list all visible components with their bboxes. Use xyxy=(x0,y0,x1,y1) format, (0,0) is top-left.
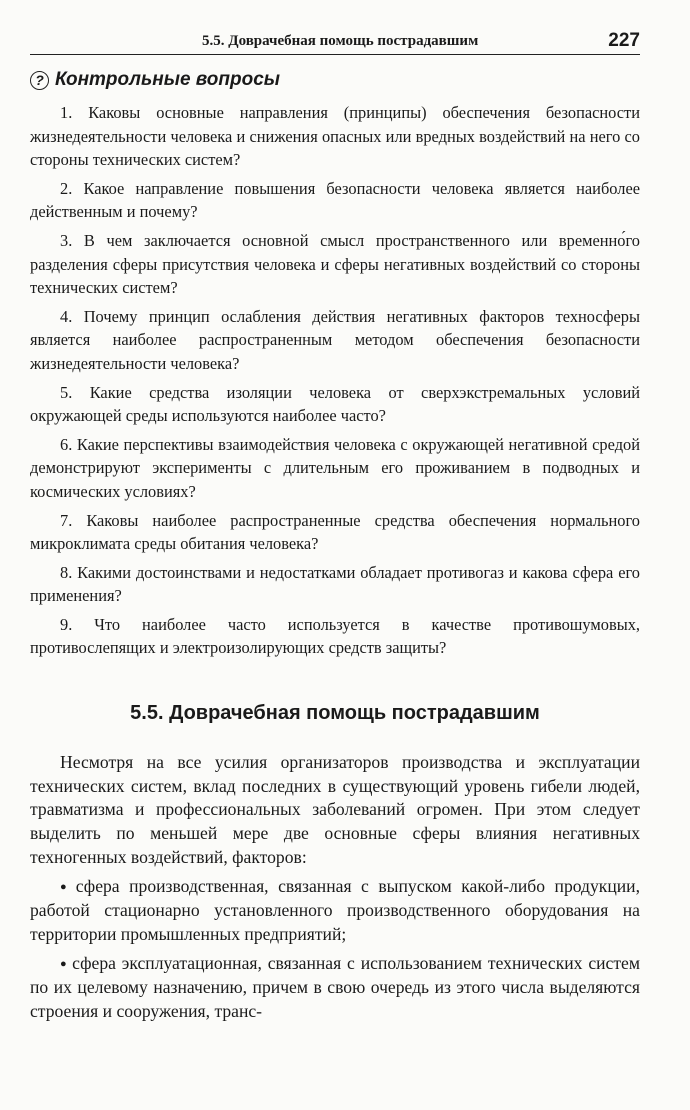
bullet-icon: ● xyxy=(60,880,72,893)
bullet-icon: ● xyxy=(60,957,69,970)
page-number: 227 xyxy=(608,30,640,51)
bullet-item xyxy=(30,875,640,947)
book-page xyxy=(30,30,640,1029)
questions-heading xyxy=(30,69,640,91)
bullet-item xyxy=(30,952,640,1024)
section-body xyxy=(30,751,640,1024)
question-item: 8. Какими достоинствами и недостатками обладает противогаз и какова сфера его применения? xyxy=(30,562,640,606)
bullet-text: сфера производственная, связанная с выпуском какой-либо продукции, работой стационарно установленного производственного оборудования на территории промышленных предприятий; xyxy=(30,875,640,944)
question-circle-icon: ? xyxy=(30,71,49,90)
section-title: 5.5. Доврачебная помощь пострадавшим xyxy=(130,702,540,725)
bullet-text: сфера эксплуатационная, связанная с использованием технических систем по их целевому назначению, причем в свою очередь из этого числа выделяются строения и сооружения, транс- xyxy=(30,952,640,1022)
questions-heading-label: Контрольные вопросы xyxy=(55,69,281,90)
question-item: 4. Почему принцип ослабления действия негативных факторов техносферы является наиболее распространенным методом обеспечения безопасности жизнедеятельности человека? xyxy=(30,306,640,373)
question-item: 2. Какое направление повышения безопасности человека является наиболее действенным и почему? xyxy=(30,178,640,222)
running-title: 5.5. Доврачебная помощь пострадавшим xyxy=(202,33,479,49)
question-item: 3. В чем заключается основной смысл пространственного или временно́го разделения сферы присутствия человека и сферы негативных воздействий со стороны технических систем? xyxy=(30,230,640,298)
question-item: 9. Что наиболее часто используется в качестве противошумовых, противослепящих и электроизолирующих средств защиты? xyxy=(30,614,640,658)
intro-paragraph: Несмотря на все усилия организаторов производства и эксплуатации технических систем, вклад последних в существующий уровень гибели людей, травматизма и профессиональных заболеваний огромен. При этом следует выделить по меньшей мере две основные сферы влияния негативных техногенных воздействий, факторов: xyxy=(30,752,640,867)
question-item: 7. Каковы наиболее распространенные средства обеспечения нормального микроклимата среды обитания человека? xyxy=(30,510,640,554)
running-header xyxy=(30,30,640,55)
question-item: 6. Какие перспективы взаимодействия человека с окружающей негативной средой демонстрируют эксперименты с длительным его проживанием в подводных и космических условиях? xyxy=(30,434,640,501)
questions-list xyxy=(30,101,640,660)
question-item: 5. Какие средства изоляции человека от сверхэкстремальных условий окружающей среды используются наиболее часто? xyxy=(30,382,640,426)
question-item: 1. Каковы основные направления (принципы) обеспечения безопасности жизнедеятельности человека и снижения опасных или вредных воздействий на него со стороны технических систем? xyxy=(30,103,640,170)
